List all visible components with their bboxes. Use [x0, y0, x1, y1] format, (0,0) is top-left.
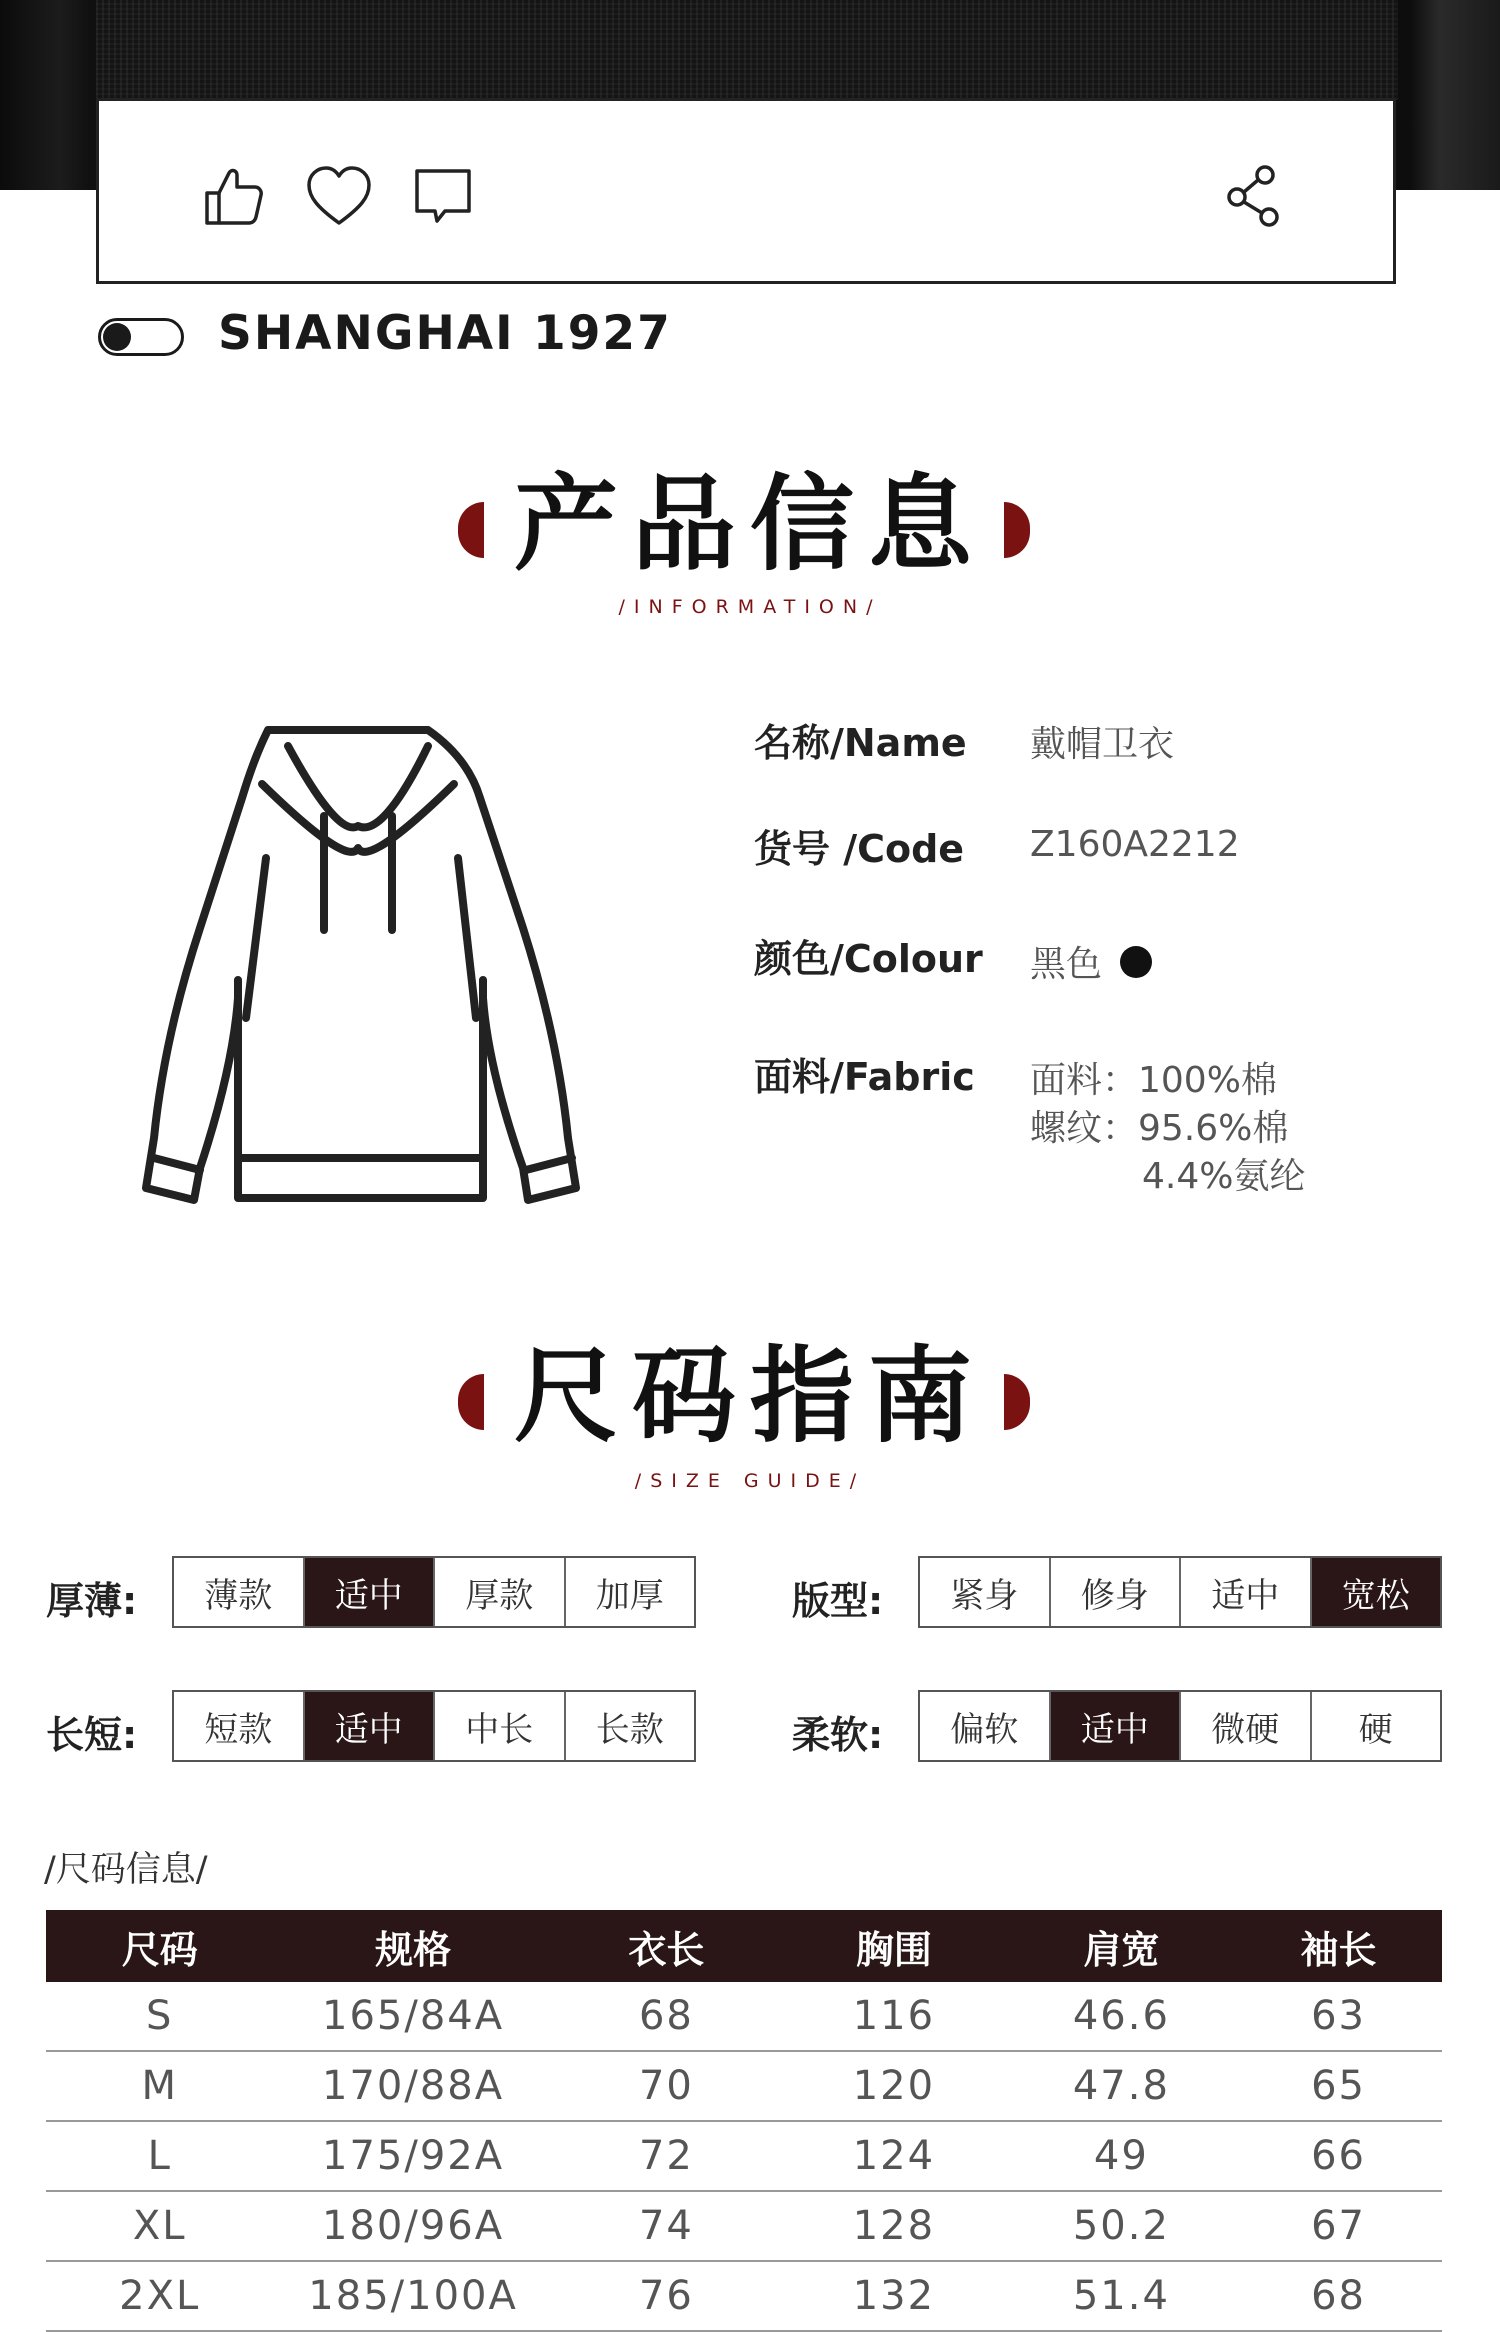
heading-right-ornament: [1004, 502, 1030, 558]
fit-label: 版型:: [792, 1579, 884, 1623]
name-label: 名称/Name: [754, 721, 967, 765]
table-cell: 170/88A: [273, 2051, 552, 2121]
like-button[interactable]: [199, 161, 271, 233]
length-selector: [172, 1690, 696, 1762]
table-cell: 66: [1235, 2121, 1442, 2191]
table-row: [46, 2121, 1442, 2191]
heading-left-ornament: [458, 1374, 484, 1430]
softness-option[interactable]: 偏软: [920, 1692, 1051, 1760]
softness-selector: [918, 1690, 1442, 1762]
table-cell: 46.6: [1008, 1982, 1235, 2051]
thickness-option[interactable]: 厚款: [435, 1558, 566, 1626]
table-row: [46, 2191, 1442, 2261]
length-option[interactable]: 短款: [174, 1692, 305, 1760]
code-label: 货号 /Code: [754, 827, 965, 871]
fit-option[interactable]: 适中: [1181, 1558, 1312, 1626]
size-table: [46, 1910, 1442, 2332]
table-cell: 2XL: [46, 2261, 273, 2331]
action-bar: [96, 98, 1396, 284]
table-cell: 70: [553, 2051, 780, 2121]
fabric-line: 螺纹：95.6%棉: [1030, 1108, 1289, 1149]
length-option[interactable]: 中长: [435, 1692, 566, 1760]
colour-swatch: [1120, 946, 1152, 978]
table-cell: 180/96A: [273, 2191, 552, 2261]
size-table-header: [46, 1910, 1442, 1982]
table-cell: S: [46, 1982, 273, 2051]
table-cell: 74: [553, 2191, 780, 2261]
brand-name: SHANGHAI 1927: [218, 306, 672, 361]
thickness-option[interactable]: 加厚: [595, 1575, 664, 1616]
table-cell: M: [46, 2051, 273, 2121]
column-header: 袖长: [1235, 1910, 1442, 1982]
table-cell: 49: [1008, 2121, 1235, 2191]
table-cell: 128: [780, 2191, 1007, 2261]
section-subtitle: /SIZE GUIDE/: [634, 1470, 866, 1492]
length-option[interactable]: 长款: [595, 1709, 664, 1750]
table-cell: 68: [1235, 2261, 1442, 2331]
heading-right-ornament: [1004, 1374, 1030, 1430]
heart-icon: [303, 161, 375, 233]
table-cell: XL: [46, 2191, 273, 2261]
table-cell: 63: [1235, 1982, 1442, 2051]
softness-label: 柔软:: [792, 1713, 884, 1757]
length-label: 长短:: [46, 1713, 138, 1757]
table-cell: 124: [780, 2121, 1007, 2191]
column-header: 肩宽: [1008, 1910, 1235, 1982]
table-row: [46, 1982, 1442, 2051]
heading-left-ornament: [458, 502, 484, 558]
colour-label: 颜色/Colour: [754, 937, 983, 981]
thickness-selector: [172, 1556, 696, 1628]
thickness-label: 厚薄:: [46, 1579, 138, 1623]
softness-option[interactable]: 适中: [1051, 1692, 1182, 1760]
table-cell: 67: [1235, 2191, 1442, 2261]
table-cell: 116: [780, 1982, 1007, 2051]
section-subtitle: /INFORMATION/: [618, 596, 882, 618]
thickness-option[interactable]: 薄款: [174, 1558, 305, 1626]
colour-value: 黑色: [1030, 944, 1103, 985]
share-icon: [1219, 161, 1291, 233]
table-cell: 72: [553, 2121, 780, 2191]
favorite-button[interactable]: [303, 161, 375, 233]
fabric-line: 面料：100%棉: [1030, 1060, 1277, 1101]
table-cell: 51.4: [1008, 2261, 1235, 2331]
table-cell: 120: [780, 2051, 1007, 2121]
table-cell: 165/84A: [273, 1982, 552, 2051]
table-cell: 65: [1235, 2051, 1442, 2121]
share-button[interactable]: [1219, 161, 1291, 233]
table-cell: 50.2: [1008, 2191, 1235, 2261]
brand-toggle-icon: [98, 318, 184, 356]
length-option[interactable]: 适中: [305, 1692, 436, 1760]
name-value: 戴帽卫衣: [1030, 724, 1175, 765]
column-header: 规格: [273, 1910, 552, 1982]
table-row: [46, 2261, 1442, 2331]
table-cell: 132: [780, 2261, 1007, 2331]
table-cell: 185/100A: [273, 2261, 552, 2331]
fit-selector: [918, 1556, 1442, 1628]
product-photo-texture: [96, 0, 1398, 100]
section-title: 尺码指南: [513, 1335, 986, 1457]
fabric-line: 4.4%氨纶: [1142, 1156, 1306, 1197]
thickness-option[interactable]: 适中: [305, 1558, 436, 1626]
fit-option[interactable]: 修身: [1051, 1558, 1182, 1626]
code-value: Z160A2212: [1030, 824, 1240, 865]
column-header: 胸围: [780, 1910, 1007, 1982]
column-header: 尺码: [46, 1910, 273, 1982]
section-title: 产品信息: [513, 463, 986, 585]
hoodie-illustration: [128, 718, 598, 1218]
comment-button[interactable]: [407, 161, 479, 233]
fit-option[interactable]: 紧身: [920, 1558, 1051, 1626]
softness-option[interactable]: 微硬: [1181, 1692, 1312, 1760]
product-info-heading: [0, 464, 1500, 584]
table-cell: 47.8: [1008, 2051, 1235, 2121]
table-cell: 175/92A: [273, 2121, 552, 2191]
size-guide-heading: [0, 1336, 1500, 1456]
comment-icon: [407, 161, 479, 233]
softness-option[interactable]: 硬: [1358, 1709, 1393, 1750]
thumbs-up-icon: [199, 161, 271, 233]
column-header: 衣长: [553, 1910, 780, 1982]
table-cell: 68: [553, 1982, 780, 2051]
table-cell: 76: [553, 2261, 780, 2331]
fit-option[interactable]: 宽松: [1312, 1558, 1441, 1626]
table-cell: L: [46, 2121, 273, 2191]
table-row: [46, 2051, 1442, 2121]
size-table-caption: /尺码信息/: [44, 1850, 208, 1890]
fabric-label: 面料/Fabric: [754, 1055, 975, 1099]
